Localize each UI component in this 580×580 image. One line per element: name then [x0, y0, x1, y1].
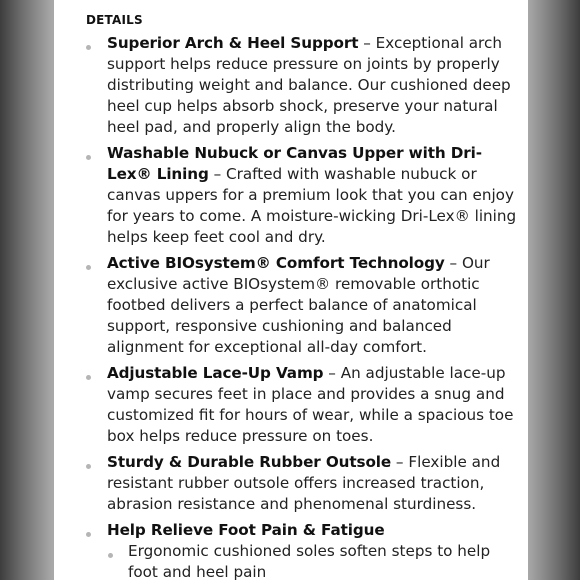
- bullet-icon: [86, 265, 91, 270]
- feature-title: Help Relieve Foot Pain & Fatigue: [107, 521, 385, 539]
- bullet-icon: [108, 553, 113, 558]
- feature-separator: –: [444, 254, 462, 272]
- feature-title: Adjustable Lace-Up Vamp: [107, 364, 324, 382]
- feature-title: Superior Arch & Heel Support: [107, 34, 359, 52]
- bullet-icon: [86, 45, 91, 50]
- feature-separator: –: [323, 364, 341, 382]
- feature-separator: –: [358, 34, 376, 52]
- feature-item-biosystem-comfort: [54, 253, 528, 358]
- feature-item-arch-heel-support: [54, 33, 528, 138]
- feature-sub-list: [107, 541, 518, 580]
- feature-item-rubber-outsole: [54, 452, 528, 515]
- bullet-icon: [86, 532, 91, 537]
- feature-separator: –: [208, 165, 226, 183]
- feature-description: Crafted with washable nubuck or canvas uppers for a premium look that you can enjoy for years to come. A moisture-wicking Dri-Lex® lining helps keep feet cool and dry.: [107, 165, 517, 246]
- feature-description: An adjustable lace-up vamp secures feet in place and provides a snug and customized fit for hours of wear, while a spacious toe box helps reduce pressure on toes.: [107, 364, 514, 445]
- feature-description: Exceptional arch support helps reduce pressure on joints by properly distributing weight and balance. Our cushioned deep heel cup helps absorb shock, preserve your natural heel pad, and properly align the body.: [107, 34, 511, 136]
- feature-item-foot-pain-relief: [54, 520, 528, 580]
- bullet-icon: [86, 464, 91, 469]
- feature-title: Sturdy & Durable Rubber Outsole: [107, 453, 392, 471]
- bullet-icon: [86, 155, 91, 160]
- feature-description: Flexible and resistant rubber outsole offers increased traction, abrasion resistance and phenomenal sturdiness.: [107, 453, 501, 513]
- feature-list: [54, 33, 528, 580]
- feature-item-washable-upper: [54, 143, 528, 248]
- details-heading: DETAILS: [86, 13, 143, 27]
- sub-item-text: Ergonomic cushioned soles soften steps to help foot and heel pain: [128, 542, 491, 580]
- sub-list-item: [107, 541, 518, 580]
- product-details-panel: [54, 0, 528, 580]
- feature-title: Washable Nubuck or Canvas Upper with Dri-Lex® Lining: [107, 144, 482, 183]
- feature-description: Our exclusive active BIOsystem® removable orthotic footbed delivers a perfect balance of anatomical support, responsive cushioning and balanced alignment for exceptional all-day comfort.: [107, 254, 490, 356]
- bullet-icon: [86, 375, 91, 380]
- feature-item-lace-up-vamp: [54, 363, 528, 447]
- feature-title: Active BIOsystem® Comfort Technology: [107, 254, 445, 272]
- feature-separator: –: [391, 453, 409, 471]
